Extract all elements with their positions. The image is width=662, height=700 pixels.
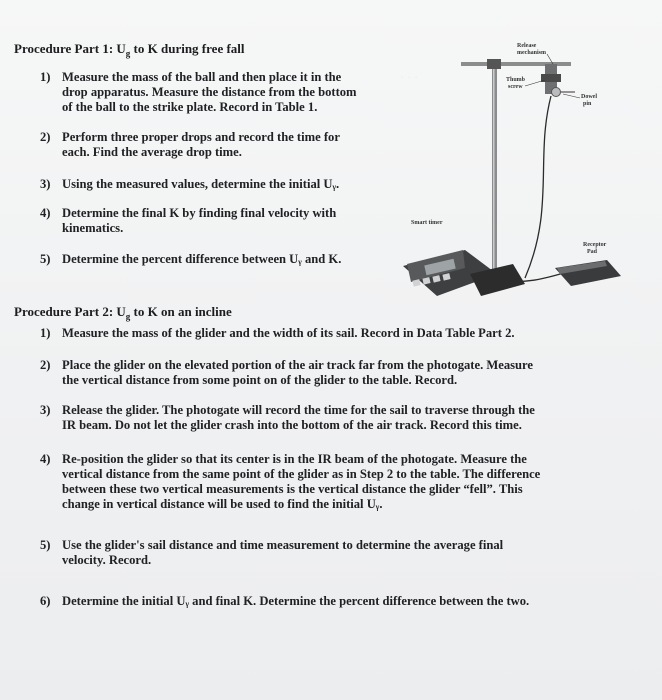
item-text [62,538,503,568]
bleed-through-text: · · · [400,70,418,84]
item-number: 2) [40,358,51,372]
label-release-2: mechanism [517,50,546,56]
item-text [62,177,339,192]
part2-item [40,326,515,341]
release-clamp [541,74,561,82]
item-line: Release the glider. The photogate will record the time for the sail to traverse through the [62,403,535,417]
label-thumb-2: screw [508,84,523,90]
part1-item [40,70,357,115]
clamp-block [487,59,501,69]
part1-heading-sub: g [125,48,131,59]
timer-cable [525,96,551,278]
label-thumb-1: Thumb [506,77,526,83]
part2-item [40,594,530,609]
drop-apparatus-drawing [385,38,623,306]
item-text [62,70,357,115]
item-text [62,326,515,341]
item-text [62,252,341,267]
item-number: 4) [40,452,51,466]
item-line: each. Find the average drop time. [62,145,242,159]
item-number: 2) [40,130,51,144]
item-text [62,358,533,388]
item-number: 1) [40,70,51,84]
item-line: Re-position the glider so that its center is in the IR beam of the photogate. Measure the [62,452,527,466]
part2-item [40,358,534,388]
item-text [62,206,336,236]
part1-item [40,206,337,236]
item-line: Determine the initial Uᵧ and final K. Determine the percent difference between the two. [62,594,530,608]
item-line: Place the glider on the elevated portion of the air track far from the photogate. Measure [62,358,534,372]
item-line: change in vertical distance will be used to find the initial Uᵧ. [62,497,383,511]
item-line: Perform three proper drops and record the time for [62,130,340,144]
label-release-1: Release [517,43,537,49]
item-text [62,130,340,160]
item-text [62,452,540,512]
drop-apparatus-figure [385,38,623,306]
item-number: 3) [40,177,51,191]
dowel-leader [563,94,580,98]
label-dowel-1: Dowel [581,94,597,100]
item-line: Determine the final K by finding final velocity with [62,206,337,220]
item-line: Using the measured values, determine the initial Uᵧ. [62,177,340,191]
item-line: Use the glider's sail distance and time measurement to determine the average final [62,538,504,552]
item-number: 1) [40,326,51,340]
part2-item [40,403,535,433]
item-line: of the ball to the strike plate. Record in Table 1. [62,100,318,114]
item-line: Determine the percent difference between Uᵧ and K. [62,252,342,266]
steel-ball [552,88,561,97]
label-receptor-1: Receptor [583,242,607,248]
item-line: between these two vertical measurements is the vertical distance the glider “fell”. This [62,482,523,496]
label-timer: Smart timer [411,220,443,226]
item-number: 5) [40,252,51,266]
item-text [62,594,529,609]
label-dowel-2: pin [583,101,592,107]
item-line: velocity. Record. [62,553,152,567]
item-text [62,403,535,433]
part1-item [40,130,340,160]
item-line: vertical distance from the same point of the glider as in Step 2 to the table. The difference [62,467,541,481]
part1-item [40,252,342,267]
item-line: IR beam. Do not let the glider crash into the bottom of the air track. Record this time. [62,418,522,432]
part2-heading-sub: g [125,311,131,322]
part1-heading-a: Procedure Part 1: U [14,41,126,56]
part2-item [40,538,504,568]
part2-heading [14,304,232,325]
item-number: 3) [40,403,51,417]
item-line: kinematics. [62,221,124,235]
label-receptor-2: Pad [587,249,598,255]
item-line: Measure the mass of the ball and then place it in the [62,70,342,84]
item-line: drop apparatus. Measure the distance from the bottom [62,85,357,99]
item-line: the vertical distance from some point on of the glider to the table. Record. [62,373,458,387]
part2-item [40,452,541,512]
item-line: Measure the mass of the glider and the width of its sail. Record in Data Table Part 2. [62,326,515,340]
item-number: 4) [40,206,51,220]
part1-heading-b: to K during free fall [130,41,245,56]
stand-rod-highlight [493,60,495,290]
part2-heading-a: Procedure Part 2: U [14,304,126,319]
item-number: 6) [40,594,51,608]
item-number: 5) [40,538,51,552]
part2-heading-b: to K on an incline [130,304,232,319]
part1-heading [14,41,245,62]
part1-item [40,177,340,192]
thumb-leader [525,80,545,86]
